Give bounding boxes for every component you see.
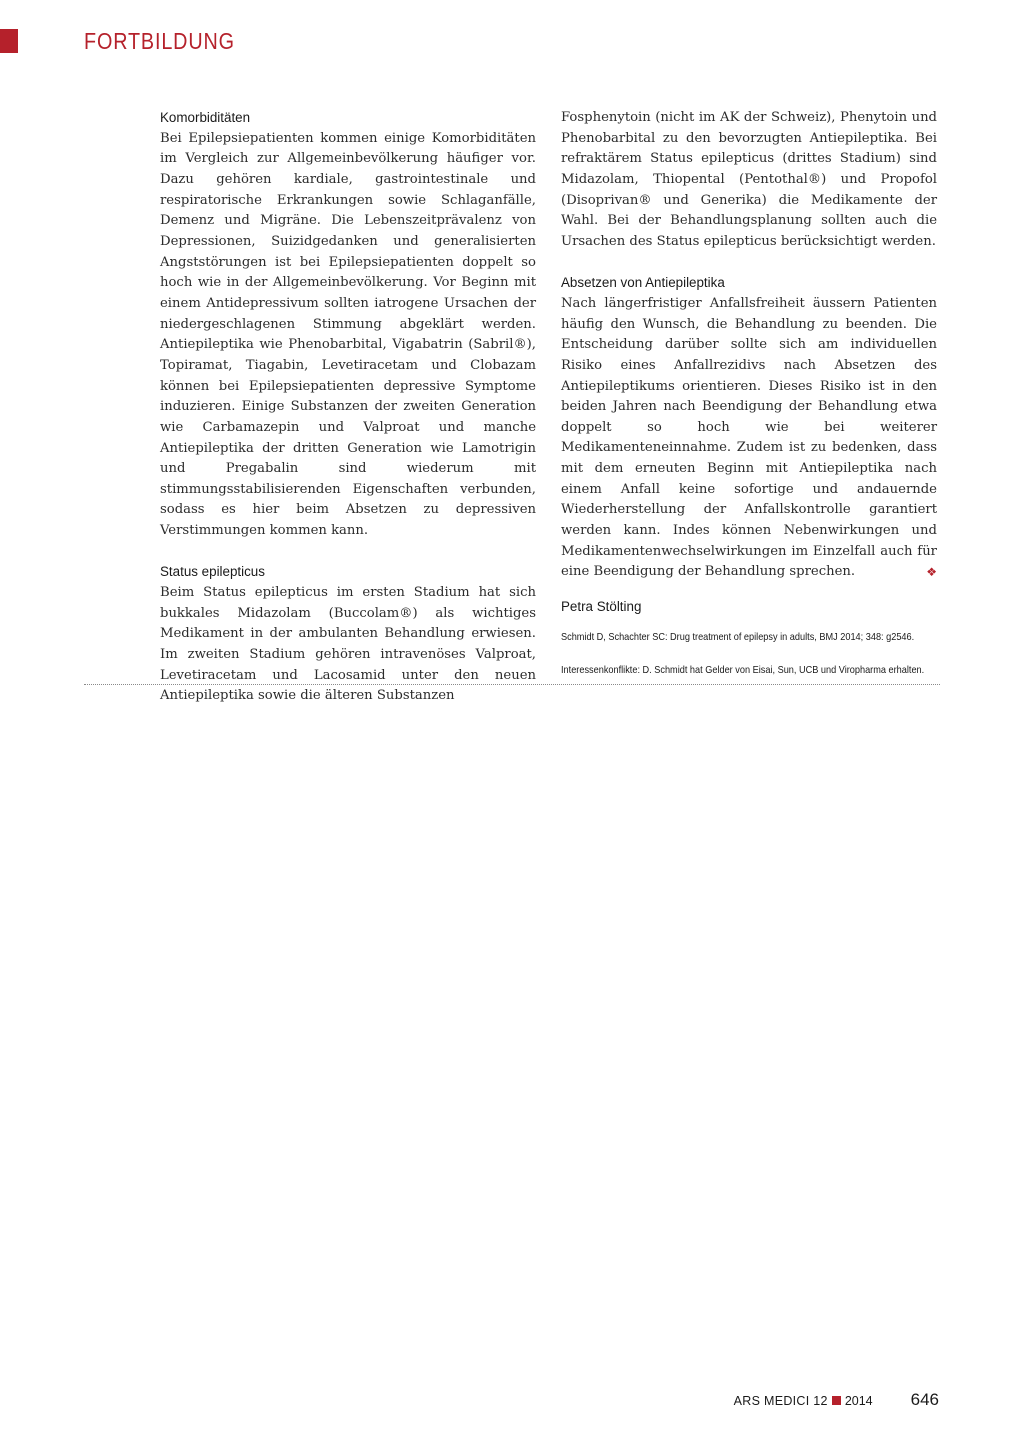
- journal-issue: ARS MEDICI 12: [733, 1394, 828, 1408]
- section-label: FORTBILDUNG: [84, 28, 235, 54]
- heading-komorbiditaeten: Komorbiditäten: [160, 110, 251, 125]
- page-footer: [734, 1390, 939, 1410]
- paragraph-absetzen: [561, 294, 937, 583]
- page-number: 646: [910, 1390, 939, 1409]
- author-name: Petra Stölting: [561, 599, 642, 615]
- issue-year: 2014: [844, 1394, 873, 1408]
- paragraph-gap: [160, 542, 536, 563]
- section-color-marker: [0, 29, 18, 53]
- reference-note: Schmidt D, Schachter SC: Drug treatment of epilepsy in adults, BMJ 2014; 348: g2546.: [561, 632, 915, 644]
- end-of-article-icon: ❖: [926, 565, 937, 580]
- paragraph-absetzen-text: Nach längerfristiger Anfallsfreiheit äussern Patienten häufig den Wunsch, die Behandlung zu beenden. Die Entscheidung darüber sollte sich am individuellen Risiko eines Anfallrezidivs nach Absetzen des Antiepileptikums orientieren. Dieses Risiko ist in den beiden Jahren nach Beendigung der Behandlung etwa doppelt so hoch wie bei weiterer Medikamenteneinnahme. Zudem ist zu bedenken, dass mit dem erneuten Beginn mit Antiepileptika nach einem Anfall keine sofortige und andauernde Wiederherstellung der Anfallskontrolle garantiert werden kann. Indes können Nebenwirkungen und Medikamentenwechselwirkungen im Einzelfall auch für eine Beendigung der Behandlung sprechen.: [561, 295, 937, 580]
- paragraph-status-epilepticus: Beim Status epilepticus im ersten Stadium hat sich bukkales Midazolam (Buccolam®) als wichtiges Medikament in der ambulanten Behandlung erwiesen. Im zweiten Stadium gehören intravenöses Valproat, Levetiracetam und Lacosamid unter den neuen Antiepileptika sowie die älteren Substanzen: [160, 585, 536, 704]
- left-column: [160, 108, 536, 707]
- footer-square-icon: [832, 1396, 841, 1405]
- right-column: [561, 108, 937, 678]
- heading-absetzen: Absetzen von Antiepileptika: [561, 275, 725, 291]
- heading-status-epilepticus: Status epilepticus: [160, 564, 265, 580]
- paragraph-komorbiditaeten: Bei Epilepsiepatienten kommen einige Komorbiditäten im Vergleich zur Allgemeinbevölkerung häufiger vor. Dazu gehören kardiale, gastrointestinale und respiratorische Erkrankungen sowie Schlaganfälle, Demenz und Migräne. Die Lebenszeitprävalenz von Depressionen, Suizidgedanken und generalisierten Angststörungen ist bei Epilepsiepatienten doppelt so hoch wie in der Allgemeinbevölkerung. Vor Beginn mit einem Antidepressivum sollten iatrogene Ursachen der niedergeschlagenen Stimmung abgeklärt werden. Antiepileptika wie Phenobarbital, Vigabatrin (Sabril®), Topiramat, Tiagabin, Levetiracetam und Clobazam können bei Epilepsiepatienten depressive Symptome induzieren. Einige Substanzen der zweiten Generation wie Carbamazepin und Valproat und manche Antiepileptika der dritten Generation wie Lamotrigin und Pregabalin sind wiederum mit stimmungsstabilisierenden Eigenschaften verbunden, sodass es hier beim Absetzen zu depressiven Verstimmungen kommen kann.: [160, 130, 536, 539]
- paragraph-gap: [561, 253, 937, 274]
- dotted-divider: [84, 684, 940, 685]
- paragraph-status-continuation: Fosphenytoin (nicht im AK der Schweiz), Phenytoin und Phenobarbital zu den bevorzugten Antiepileptika. Bei refraktärem Status epilepticus (drittes Stadium) sind Midazolam, Thiopental (Pentothal®) und Propofol (Disoprivan® und Generika) die Medikamente der Wahl. Bei der Behandlungsplanung sollten auch die Ursachen des Status epilepticus berücksichtigt werden.: [561, 110, 937, 249]
- conflict-of-interest-note: Interessenkonflikte: D. Schmidt hat Gelder von Eisai, Sun, UCB und Viropharma erhalten.: [561, 665, 925, 677]
